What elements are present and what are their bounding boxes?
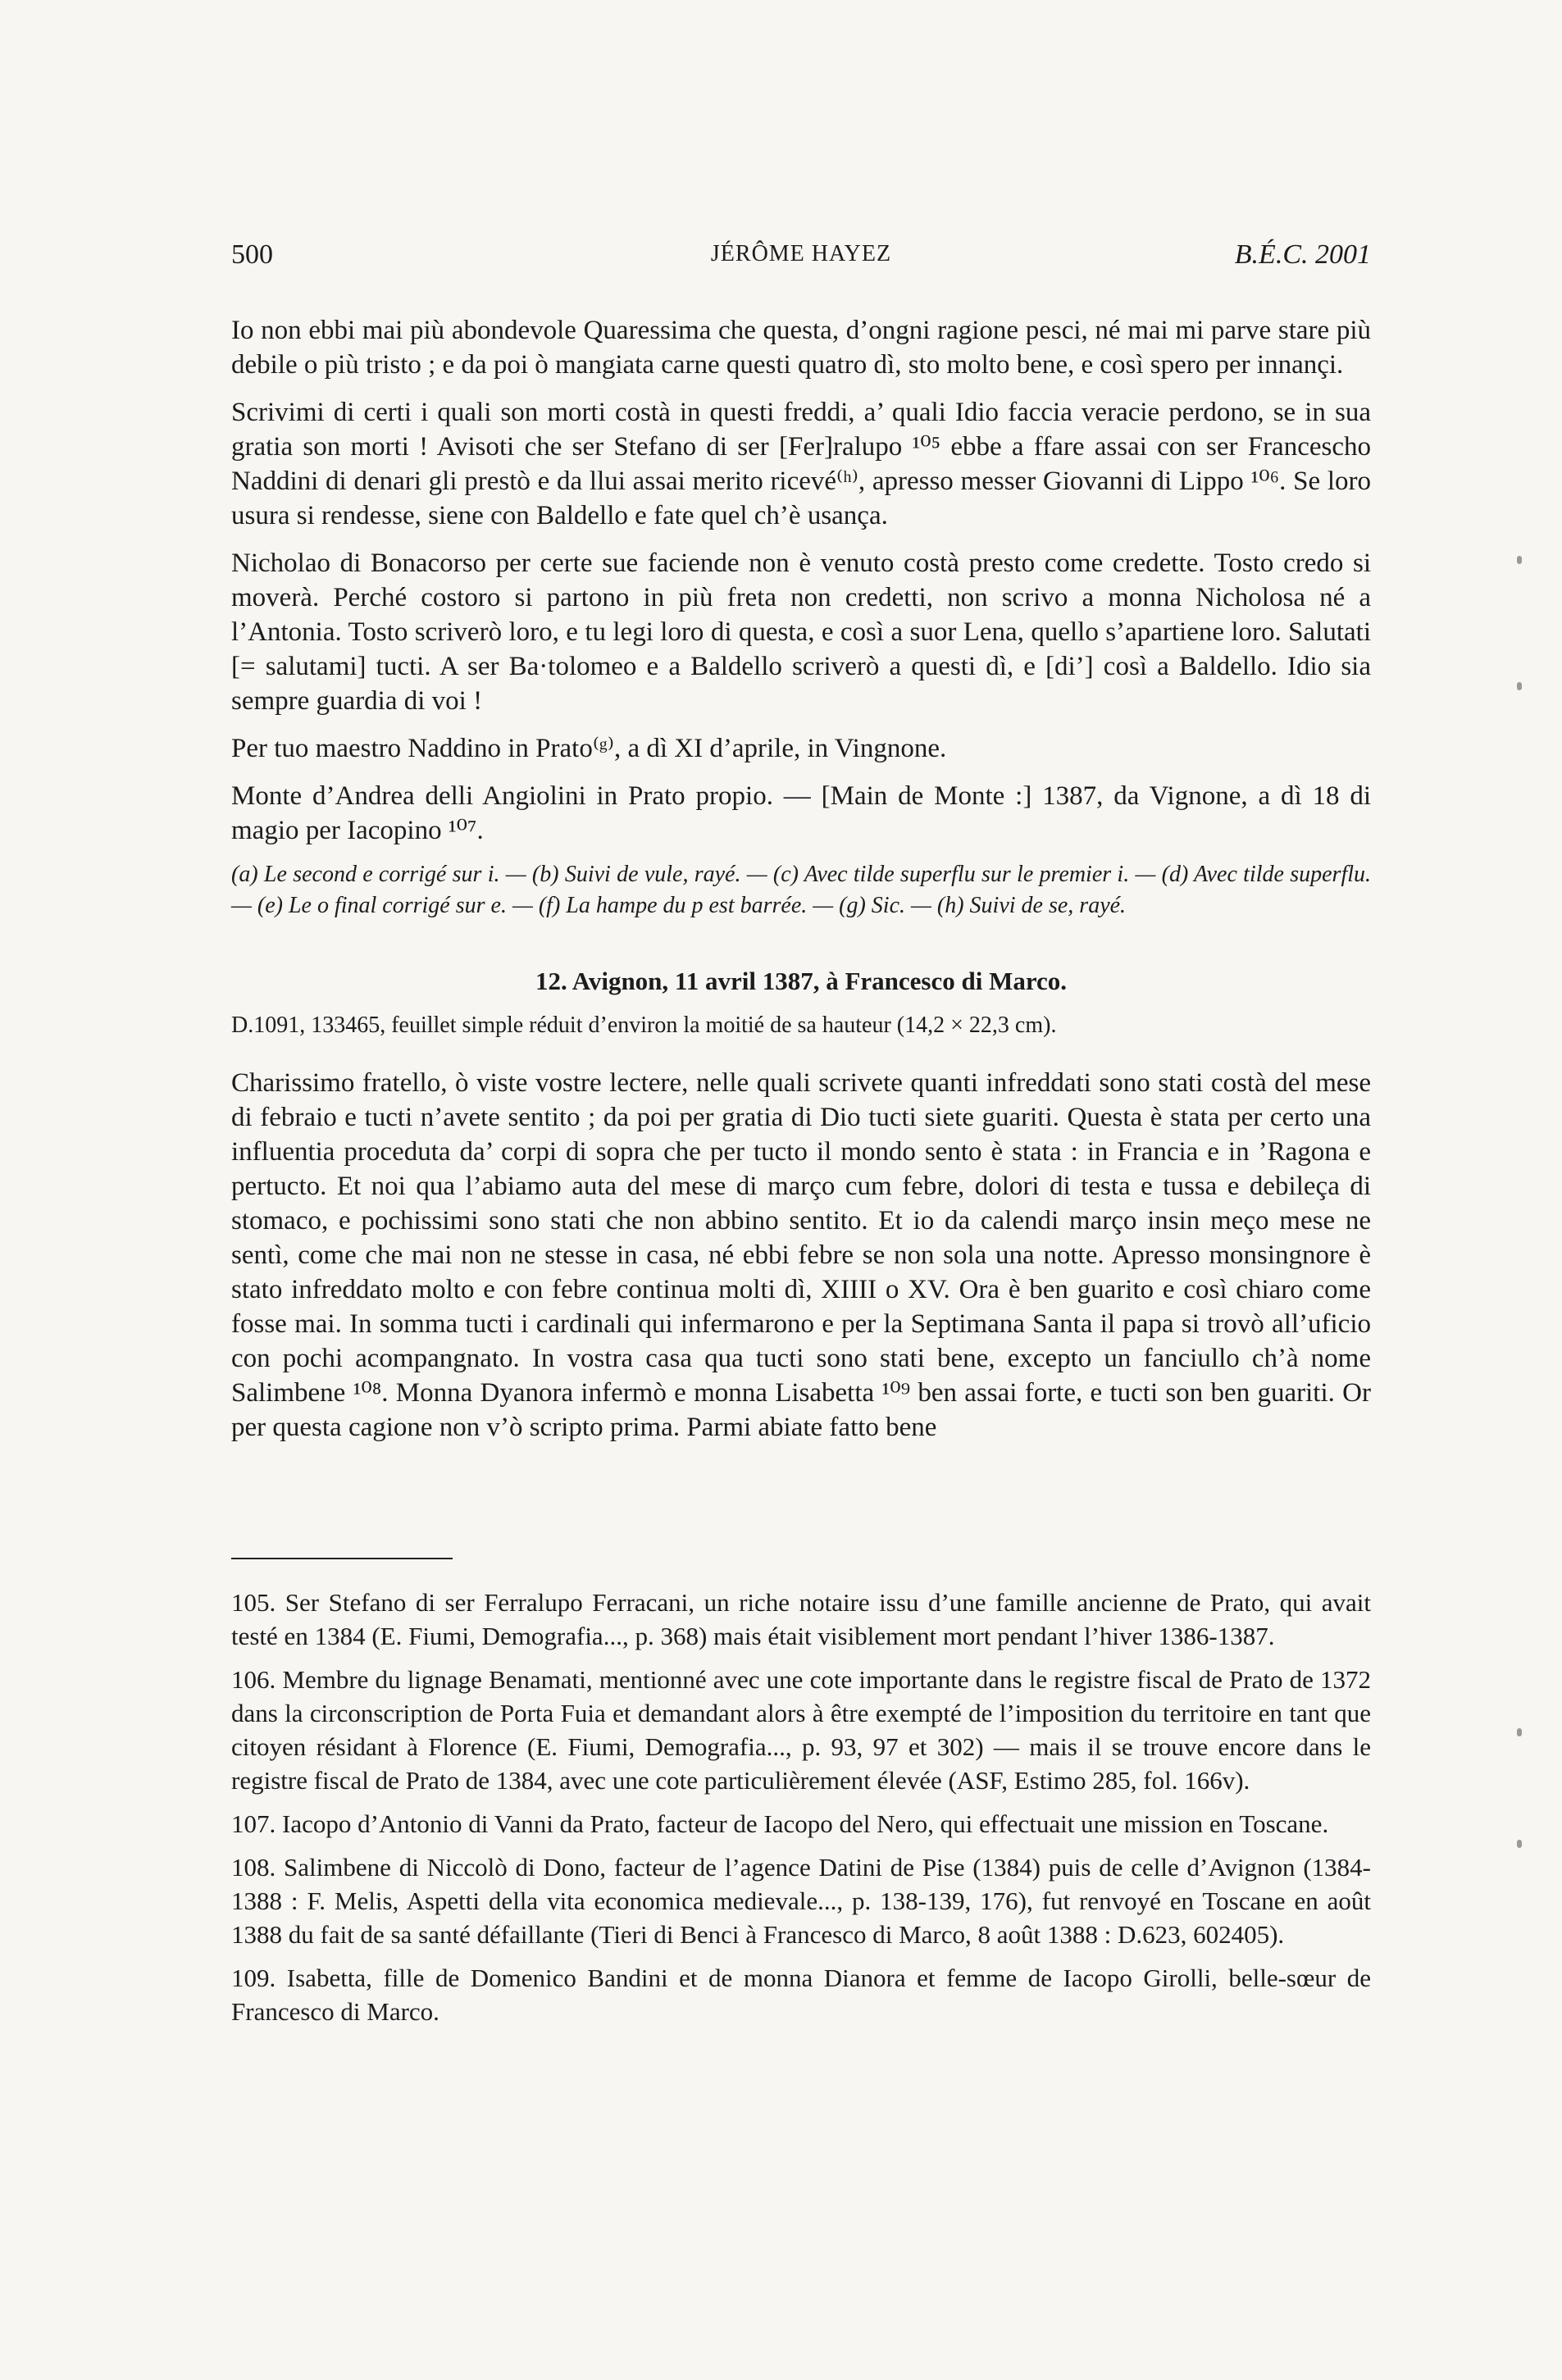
margin-mark xyxy=(1517,1728,1522,1736)
letter-text: Charissimo fratello, ò viste vostre lectere, nelle quali scrivete quanti infreddati sono stati costà del mese di febraio e tucti n’avete sentito ; da poi per gratia di Dio tucti siete guariti. Questa è stata per certo una influentia proceduta da’ corpi di sopra che per tucto il mondo sento è stata : in Francia e in ’Ragona e pertucto. Et noi qua l’abiamo auta del mese di marçо cum febre, dolori di testa e tussa e debileça di stomaco, e pochissimi sono stati che non abbino sentito. Et io da calendi marçо insin meço mese ne sentì, come che mai non ne stesse in casa, né ebbi febre se non sola una notte. Apresso monsingnore è stato infreddato molto e con febre continua molti dì, XIIII o XV. Ora è ben guarito e così chiaro come fosse mai. In somma tucti i cardinali qui infermarono e per la Septimana Santa il papa si trovò all’uficio con pochi acompangnato. In vostra casa qua tucti sono stati bene, excepto un fanciullo ch’à nome Salimbene ¹⁰⁸. Monna Dyanora infermò e monna Lisabetta ¹⁰⁹ ben assai forte, e tucti son ben guariti. Or per questa cagione non v’ò scripto prima. Parmi abiate fatto bene xyxy=(231,1068,1371,1442)
footnotes xyxy=(231,1586,1371,2028)
apparatus-text: (a) Le second e corrigé sur i. — (b) Suivi de vule, rayé. — (c) Avec tilde superflu sur le premier i. — (d) Avec tilde superflu. — (e) Le o final corrigé sur e. — (f) La hampe du p est barrée. — (g) Sic. — (h) Suivi de se, rayé. xyxy=(231,862,1371,918)
running-header xyxy=(231,239,1371,280)
paragraph: Nicholao di Bonacorso per certe sue faciende non è venuto costà presto come credette. Tosto credo si moverà. Perché costoro si partono in più freta non credetti, non scrivo a monna Nicholosa né a l’Antonia. Tosto scriverò loro, e tu legi loro di questa, e così a suor Lena, quello s’apartiene loro. Salutati [= salutami] tucti. A ser Ba·tolomeo e a Baldello scriverò a questi dì, e [di’] così a Baldello. Idio sia sempre guardia di voi ! xyxy=(231,548,1371,716)
margin-mark xyxy=(1517,1840,1522,1848)
critical-apparatus xyxy=(231,859,1371,922)
paragraph: Monte d’Andrea delli Angiolini in Prato propio. — [Main de Monte :] 1387, da Vignone, a dì 18 di magio per Iacopino ¹⁰⁷. xyxy=(231,781,1371,845)
header-author: JÉRÔME HAYEZ xyxy=(710,241,892,266)
page-number: 500 xyxy=(231,239,273,270)
section-title: 12. Avignon, 11 avril 1387, à Francesco di Marco. xyxy=(535,967,1068,995)
margin-mark xyxy=(1517,682,1522,690)
footnote: 109. Isabetta, fille de Domenico Bandini et de monna Dianora et femme de Iacopo Girolli, belle-sœur de Francesco di Marco. xyxy=(231,1964,1371,2026)
footnote: 108. Salimbene di Niccolò di Dono, facteur de l’agence Datini de Pise (1384) puis de celle d’Avignon (1384-1388 : F. Melis, Aspetti della vita economica medievale..., p. 138-139, 176), fut renvoyé en Toscane en août 1388 du fait de sa santé défaillante (Tieri di Benci à Francesco di Marco, 8 août 1388 : D.623, 602405). xyxy=(231,1853,1371,1949)
paragraph: Scrivimi di certi i quali son morti costà in questi freddi, a’ quali Idio faccia veracie perdono, se in sua gratia son morti ! Avisoti che ser Stefano di ser [Fer]ralupo ¹⁰⁵ ebbe a ffare assai con ser Franceschо Naddini di denari gli prestò e da llui assai merito ricevé⁽ʰ⁾, apresso messer Giovanni di Lippo ¹⁰⁶. Se loro usura si rendesse, siene con Baldello e fate quel ch’è usança. xyxy=(231,398,1371,530)
paragraph: Io non ebbi mai più abondevole Quaressima che questa, d’ongni ragione pesci, né mai mi parve stare più debile o più tristo ; e da poi ò mangiata carne questi quatro dì, sto molto bene, e così spero per innançi. xyxy=(231,316,1371,380)
paragraph: Per tuo maestro Naddino in Prato⁽ᵍ⁾, a dì XI d’aprile, in Vingnone. xyxy=(231,734,947,763)
footnote: 105. Ser Stefano di ser Ferralupo Ferracani, un riche notaire issu d’une famille ancienne de Prato, qui avait testé en 1384 (E. Fiumi, Demografia..., p. 368) mais était visiblement mort pendant l’hiver 1386-1387. xyxy=(231,1588,1371,1650)
main-text xyxy=(231,313,1371,1445)
source-description: D.1091, 133465, feuillet simple réduit d’environ la moitié de sa hauteur (14,2 × 22,3 cm). xyxy=(231,1013,1057,1038)
header-journal: B.É.C. 2001 xyxy=(1234,239,1371,270)
margin-mark xyxy=(1517,556,1522,564)
footnote: 107. Iacopo d’Antonio di Vanni da Prato, facteur de Iacopo del Nero, qui effectuait une mission en Toscane. xyxy=(231,1809,1329,1838)
footnote-rule xyxy=(231,1558,453,1559)
footnote: 106. Membre du lignage Benamati, mentionné avec une cote importante dans le registre fiscal de Prato de 1372 dans la circonscription de Porta Fuia et demandant alors à être exempté de l’imposition du territoire en tant que citoyen résidant à Florence (E. Fiumi, Demografia..., p. 93, 97 et 302) — mais il se trouve encore dans le registre fiscal de Prato de 1384, avec une cote particulièrement élevée (ASF, Estimo 285, fol. 166v). xyxy=(231,1665,1371,1795)
